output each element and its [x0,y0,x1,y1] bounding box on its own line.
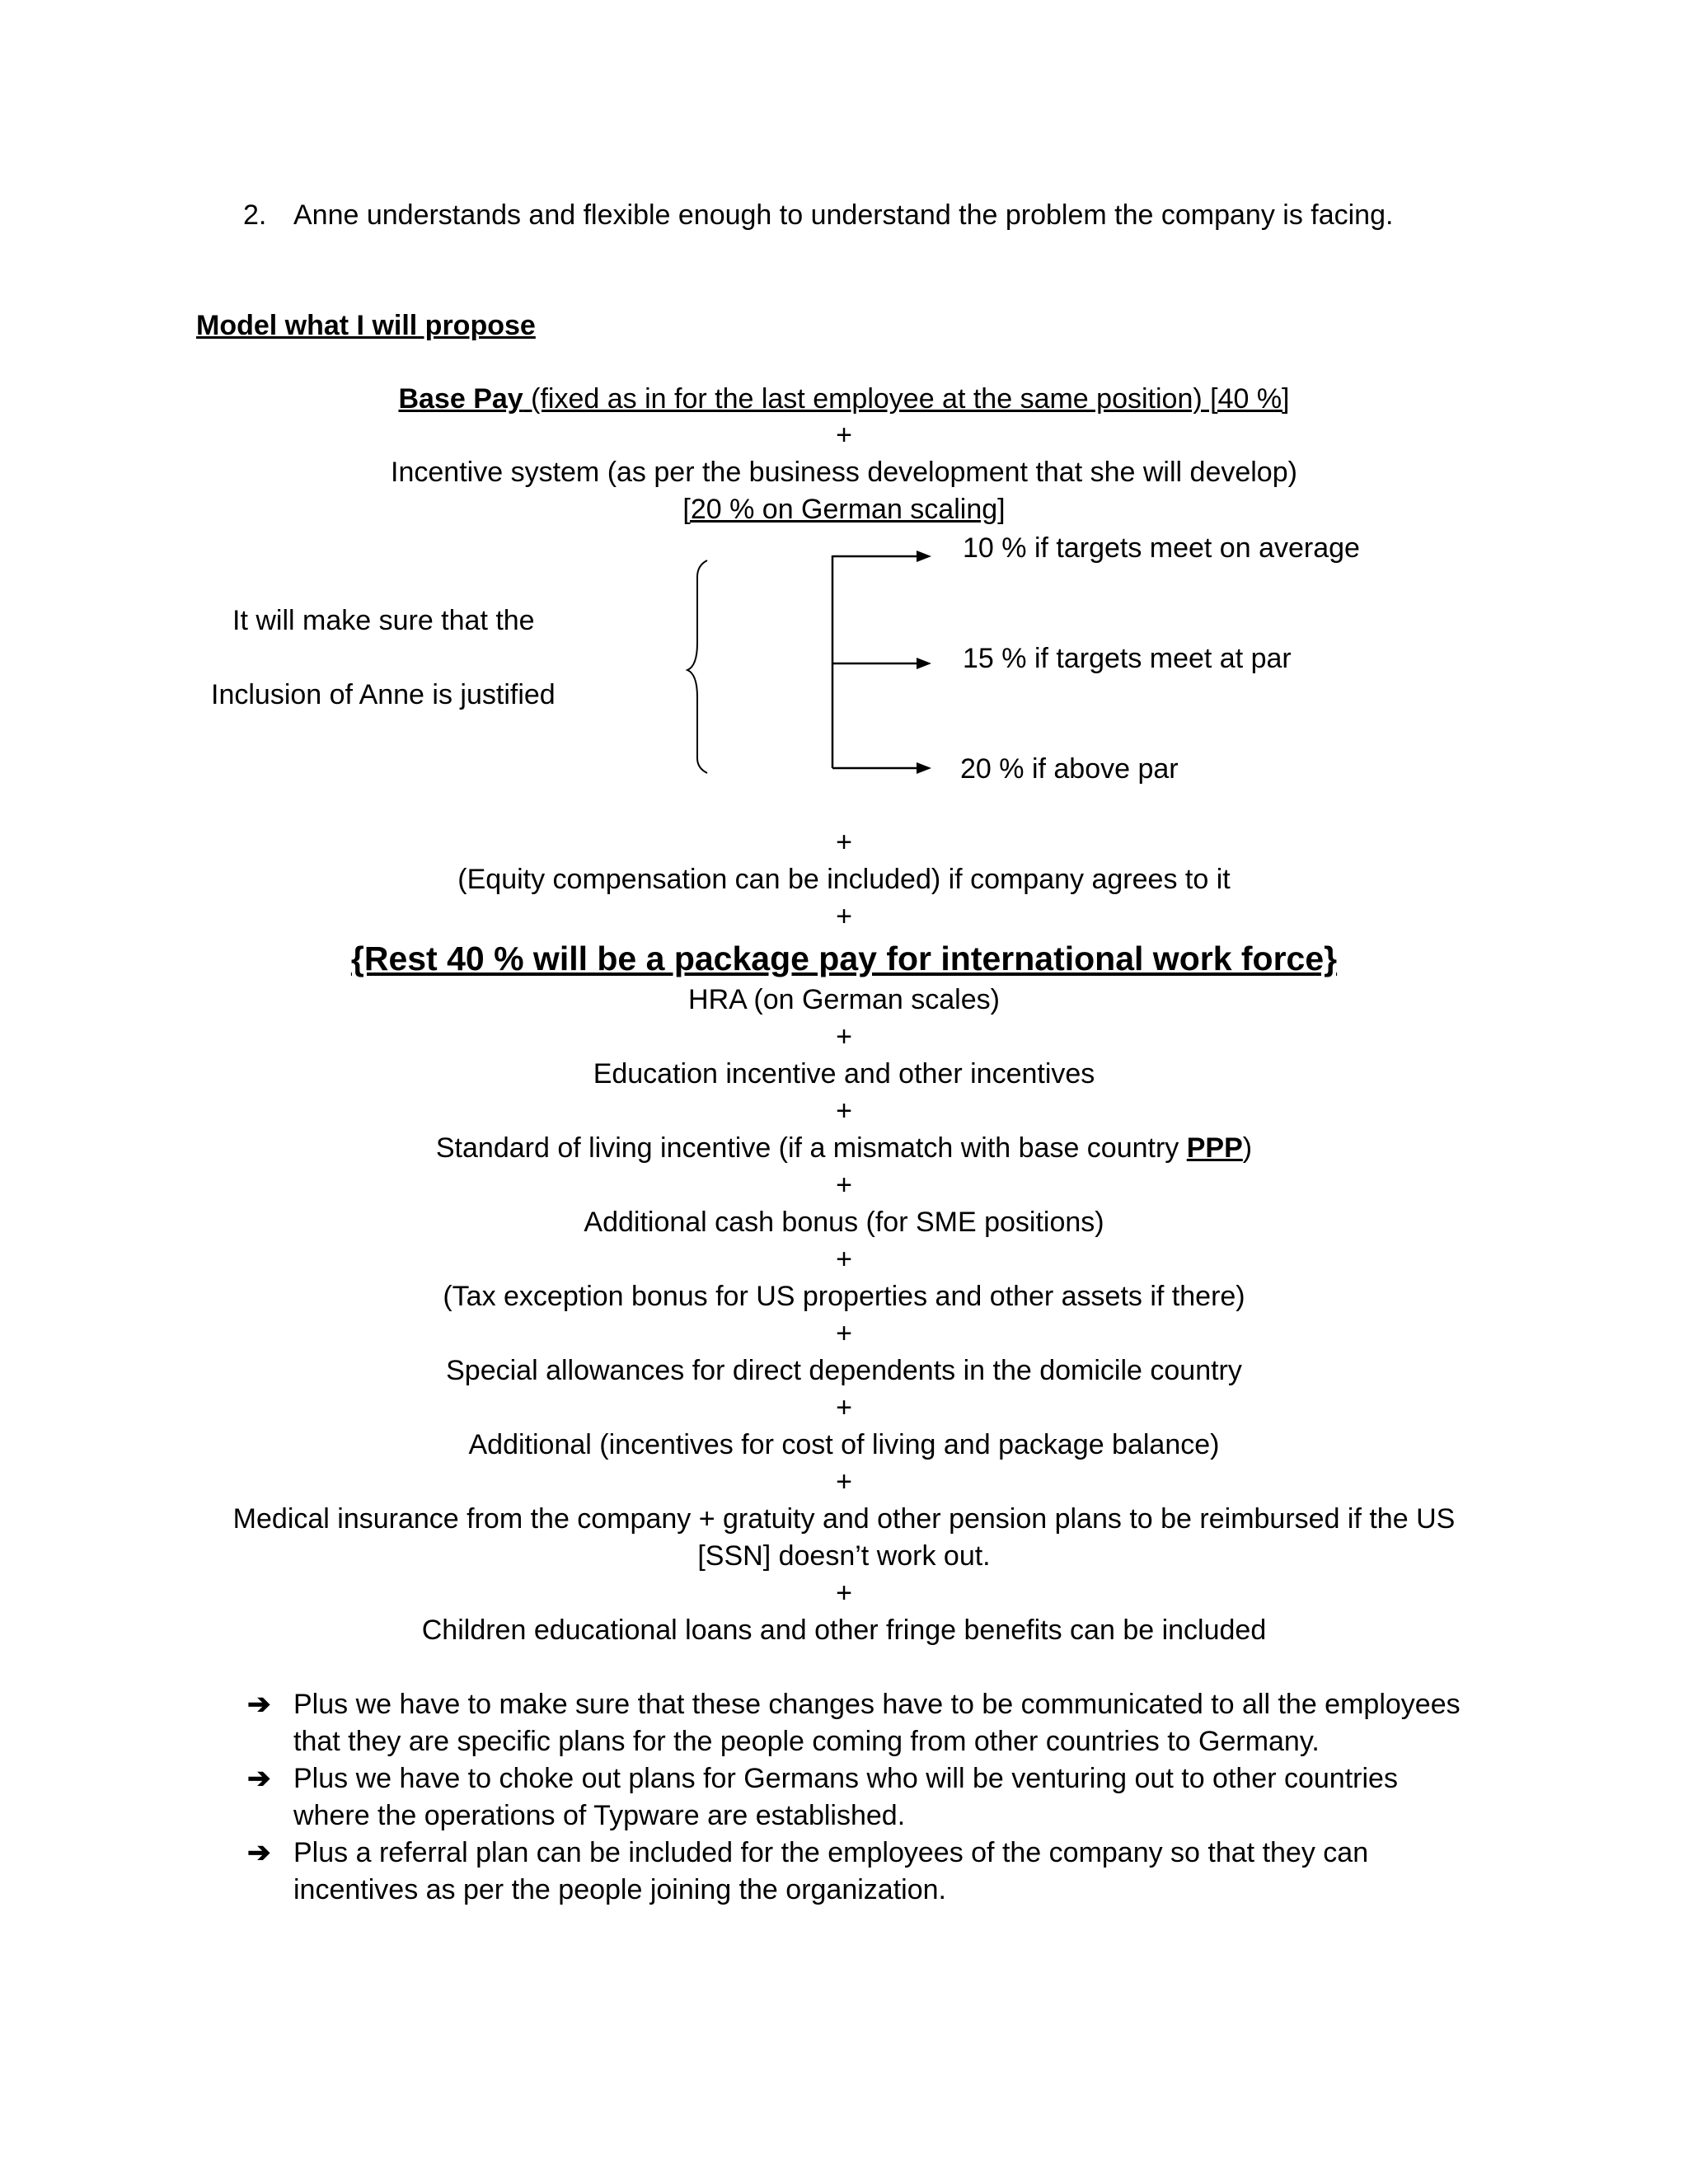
plus-sign: + [836,419,852,451]
base-pay-detail: (fixed as in for the last employee at the same position) [40 %] [523,383,1290,415]
side-note-line-1: It will make sure that the [232,605,535,636]
plus-sign: + [836,1392,852,1423]
bullet-text-line: where the operations of Typware are established. [293,1800,906,1831]
plus-sign: + [836,1021,852,1052]
package-item-special: Special allowances for direct dependents in the domicile country [446,1355,1242,1386]
bullet-text-line: Plus we have to choke out plans for Germans who will be venturing out to other countries [293,1763,1398,1794]
package-item-standard-of-living [0,1130,1688,1167]
plus-sign: + [836,1169,852,1201]
tier-item: 10 % if targets meet on average [963,532,1360,564]
bullet-text-line: that they are specific plans for the people coming from other countries to Germany. [293,1726,1320,1757]
tier-arrowhead-3 [917,762,931,774]
plus-sign: + [836,827,852,858]
package-item-tax: (Tax exception bonus for US properties and other assets if there) [443,1281,1245,1312]
package-item-children: Children educational loans and other fringe benefits can be included [421,1615,1267,1646]
numbered-item-number: 2. [243,199,267,231]
tier-item: 15 % if targets meet at par [963,643,1292,674]
tier-arrowhead-2 [917,658,931,669]
tier-arrowhead-1 [917,551,931,562]
package-item-additional: Additional (incentives for cost of living and package balance) [468,1429,1220,1460]
plus-sign: + [836,1244,852,1275]
package-item-hra: HRA (on German scales) [688,984,1000,1015]
numbered-item-text: Anne understands and flexible enough to understand the problem the company is facing. [293,199,1394,231]
incentive-system-line: Incentive system (as per the business development that she will develop) [391,457,1297,488]
bullet-arrow-icon: ➔ [247,1689,271,1720]
plus-sign: + [836,901,852,932]
section-heading: Model what I will propose [196,310,536,341]
tier-item: 20 % if above par [960,753,1179,785]
plus-sign: + [836,1318,852,1349]
curly-brace [687,560,707,773]
bullet-arrow-icon: ➔ [247,1837,271,1868]
package-item-cash-bonus: Additional cash bonus (for SME positions) [584,1207,1104,1238]
package-heading: {Rest 40 % will be a package pay for international work force} [350,940,1338,977]
plus-sign: + [836,1466,852,1497]
standard-suffix: ) [1242,1132,1253,1164]
package-item-education: Education incentive and other incentives [593,1058,1095,1090]
plus-sign: + [836,1095,852,1127]
package-item-medical-line-1: Medical insurance from the company + gratuity and other pension plans to be reimbursed if the US [232,1503,1456,1535]
side-note-line-2: Inclusion of Anne is justified [211,679,556,710]
standard-prefix: Standard of living incentive (if a mismatch with base country [435,1132,1187,1164]
bullet-text-line: incentives as per the people joining the organization. [293,1874,946,1905]
ppp-term: PPP [1186,1132,1243,1164]
equity-line: (Equity compensation can be included) if company agrees to it [457,864,1231,895]
bullet-text-line: Plus we have to make sure that these changes have to be communicated to all the employees [293,1689,1461,1720]
base-pay-label: Base Pay [398,383,523,415]
plus-sign: + [836,1577,852,1609]
bullet-arrow-icon: ➔ [247,1763,271,1794]
bullet-text-line: Plus a referral plan can be included for the employees of the company so that they can [293,1837,1369,1868]
package-item-medical-line-2: [SSN] doesn’t work out. [697,1540,991,1572]
incentive-scaling: [20 % on German scaling] [682,494,1006,525]
